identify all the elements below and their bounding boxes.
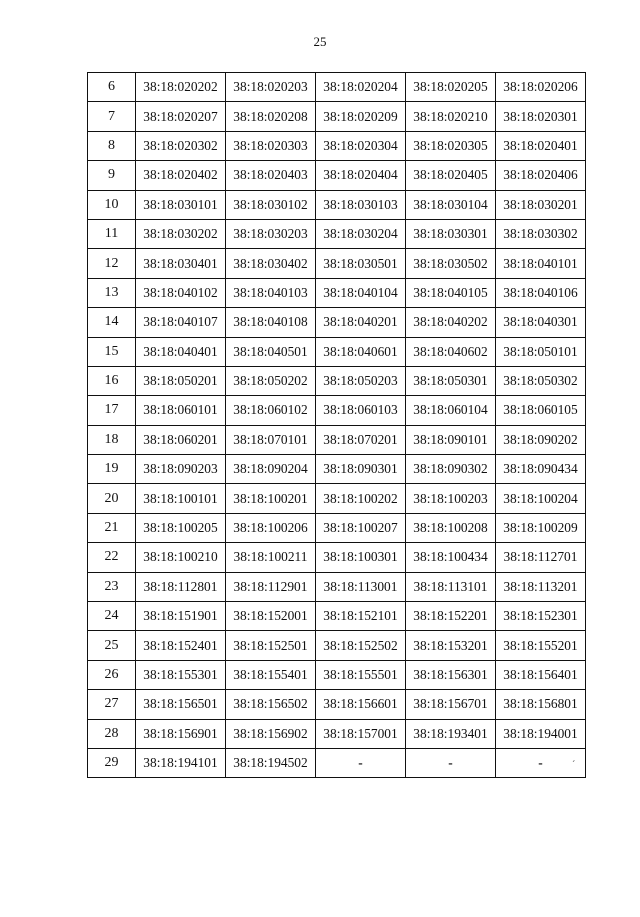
row-number-cell: 29 — [88, 748, 136, 777]
cadastral-code-cell: 38:18:152501 — [226, 631, 316, 660]
cadastral-code-cell: 38:18:151901 — [136, 602, 226, 631]
empty-dash-cell: - — [316, 748, 406, 777]
cadastral-code-cell: 38:18:040105 — [406, 278, 496, 307]
cadastral-code-cell: 38:18:156401 — [496, 660, 586, 689]
table-row — [88, 73, 586, 102]
cadastral-code-cell: 38:18:090204 — [226, 455, 316, 484]
table-row — [88, 631, 586, 660]
cadastral-code-cell: 38:18:070201 — [316, 425, 406, 454]
cadastral-code-cell: 38:18:090434 — [496, 455, 586, 484]
cadastral-code-cell: 38:18:070101 — [226, 425, 316, 454]
cadastral-code-cell: 38:18:040106 — [496, 278, 586, 307]
cadastral-code-cell: 38:18:194001 — [496, 719, 586, 748]
cadastral-code-cell: 38:18:100203 — [406, 484, 496, 513]
cadastral-code-cell: 38:18:020405 — [406, 161, 496, 190]
table-row — [88, 425, 586, 454]
empty-dash-cell: - — [496, 748, 586, 777]
row-number-cell: 16 — [88, 366, 136, 395]
cadastral-code-cell: 38:18:030102 — [226, 190, 316, 219]
table-row — [88, 308, 586, 337]
cadastral-code-cell: 38:18:152401 — [136, 631, 226, 660]
cadastral-code-cell: 38:18:040104 — [316, 278, 406, 307]
cadastral-code-cell: 38:18:156301 — [406, 660, 496, 689]
table-row — [88, 190, 586, 219]
cadastral-code-cell: 38:18:153201 — [406, 631, 496, 660]
cadastral-code-cell: 38:18:030204 — [316, 219, 406, 248]
cadastral-code-cell: 38:18:050203 — [316, 366, 406, 395]
table-row — [88, 131, 586, 160]
cadastral-code-cell: 38:18:040108 — [226, 308, 316, 337]
cadastral-code-cell: 38:18:040602 — [406, 337, 496, 366]
table-row — [88, 602, 586, 631]
cadastral-code-cell: 38:18:112701 — [496, 543, 586, 572]
cadastral-code-cell: 38:18:152201 — [406, 602, 496, 631]
table-row — [88, 396, 586, 425]
cadastral-code-cell: 38:18:030301 — [406, 219, 496, 248]
cadastral-code-cell: 38:18:100205 — [136, 513, 226, 542]
cadastral-code-cell: 38:18:030202 — [136, 219, 226, 248]
cadastral-code-cell: 38:18:020205 — [406, 73, 496, 102]
table-row — [88, 748, 586, 777]
table-row — [88, 719, 586, 748]
cadastral-code-cell: 38:18:020406 — [496, 161, 586, 190]
table-row — [88, 572, 586, 601]
cadastral-code-cell: 38:18:152101 — [316, 602, 406, 631]
row-number-cell: 19 — [88, 455, 136, 484]
cadastral-code-cell: 38:18:155501 — [316, 660, 406, 689]
cadastral-code-cell: 38:18:156902 — [226, 719, 316, 748]
cadastral-code-cell: 38:18:156701 — [406, 690, 496, 719]
cadastral-code-cell: 38:18:020403 — [226, 161, 316, 190]
cadastral-code-cell: 38:18:020206 — [496, 73, 586, 102]
cadastral-code-cell: 38:18:030203 — [226, 219, 316, 248]
cadastral-code-cell: 38:18:020208 — [226, 102, 316, 131]
cadastral-code-cell: 38:18:156801 — [496, 690, 586, 719]
row-number-cell: 8 — [88, 131, 136, 160]
cadastral-code-cell: 38:18:060105 — [496, 396, 586, 425]
table-row — [88, 161, 586, 190]
cadastral-code-cell: 38:18:100206 — [226, 513, 316, 542]
cadastral-code-cell: 38:18:020301 — [496, 102, 586, 131]
row-number-cell: 12 — [88, 249, 136, 278]
cadastral-code-cell: 38:18:193401 — [406, 719, 496, 748]
cadastral-code-cell: 38:18:040401 — [136, 337, 226, 366]
cadastral-code-cell: 38:18:194502 — [226, 748, 316, 777]
cadastral-code-cell: 38:18:060104 — [406, 396, 496, 425]
stray-tick-mark: ˊ — [572, 760, 576, 771]
cadastral-code-cell: 38:18:100434 — [406, 543, 496, 572]
cadastral-code-cell: 38:18:060102 — [226, 396, 316, 425]
cadastral-code-cell: 38:18:020401 — [496, 131, 586, 160]
cadastral-code-cell: 38:18:060201 — [136, 425, 226, 454]
cadastral-table — [87, 72, 586, 778]
row-number-cell: 26 — [88, 660, 136, 689]
table-row — [88, 366, 586, 395]
cadastral-code-cell: 38:18:090302 — [406, 455, 496, 484]
cadastral-code-cell: 38:18:194101 — [136, 748, 226, 777]
row-number-cell: 10 — [88, 190, 136, 219]
cadastral-code-cell: 38:18:060103 — [316, 396, 406, 425]
table-row — [88, 455, 586, 484]
cadastral-code-cell: 38:18:100208 — [406, 513, 496, 542]
cadastral-code-cell: 38:18:100204 — [496, 484, 586, 513]
cadastral-code-cell: 38:18:156601 — [316, 690, 406, 719]
cadastral-code-cell: 38:18:050302 — [496, 366, 586, 395]
cadastral-code-cell: 38:18:030502 — [406, 249, 496, 278]
cadastral-code-cell: 38:18:060101 — [136, 396, 226, 425]
cadastral-code-cell: 38:18:090101 — [406, 425, 496, 454]
row-number-cell: 11 — [88, 219, 136, 248]
cadastral-code-cell: 38:18:040202 — [406, 308, 496, 337]
cadastral-code-cell: 38:18:100201 — [226, 484, 316, 513]
cadastral-code-cell: 38:18:040107 — [136, 308, 226, 337]
cadastral-code-cell: 38:18:020402 — [136, 161, 226, 190]
cadastral-code-cell: 38:18:040601 — [316, 337, 406, 366]
row-number-cell: 13 — [88, 278, 136, 307]
cadastral-code-cell: 38:18:040103 — [226, 278, 316, 307]
empty-dash-cell: - — [406, 748, 496, 777]
row-number-cell: 21 — [88, 513, 136, 542]
cadastral-code-cell: 38:18:020302 — [136, 131, 226, 160]
row-number-cell: 6 — [88, 73, 136, 102]
cadastral-code-cell: 38:18:100210 — [136, 543, 226, 572]
cadastral-code-cell: 38:18:040201 — [316, 308, 406, 337]
row-number-cell: 23 — [88, 572, 136, 601]
row-number-cell: 7 — [88, 102, 136, 131]
cadastral-code-cell: 38:18:030302 — [496, 219, 586, 248]
table-row — [88, 513, 586, 542]
cadastral-code-cell: 38:18:050201 — [136, 366, 226, 395]
row-number-cell: 28 — [88, 719, 136, 748]
table-row — [88, 660, 586, 689]
page-number: 25 — [313, 34, 327, 49]
cadastral-code-cell: 38:18:100209 — [496, 513, 586, 542]
cadastral-code-cell: 38:18:020204 — [316, 73, 406, 102]
row-number-cell: 27 — [88, 690, 136, 719]
cadastral-code-cell: 38:18:155201 — [496, 631, 586, 660]
cadastral-code-cell: 38:18:030401 — [136, 249, 226, 278]
table-row — [88, 543, 586, 572]
cadastral-code-cell: 38:18:030101 — [136, 190, 226, 219]
row-number-cell: 24 — [88, 602, 136, 631]
cadastral-code-cell: 38:18:020305 — [406, 131, 496, 160]
cadastral-code-cell: 38:18:040501 — [226, 337, 316, 366]
row-number-cell: 14 — [88, 308, 136, 337]
row-number-cell: 20 — [88, 484, 136, 513]
cadastral-code-cell: 38:18:090301 — [316, 455, 406, 484]
cadastral-code-cell: 38:18:152301 — [496, 602, 586, 631]
cadastral-code-cell: 38:18:100207 — [316, 513, 406, 542]
table-row — [88, 690, 586, 719]
row-number-cell: 17 — [88, 396, 136, 425]
cadastral-code-cell: 38:18:113101 — [406, 572, 496, 601]
cadastral-code-cell: 38:18:050101 — [496, 337, 586, 366]
cadastral-code-cell: 38:18:152502 — [316, 631, 406, 660]
row-number-cell: 22 — [88, 543, 136, 572]
cadastral-code-cell: 38:18:040101 — [496, 249, 586, 278]
cadastral-code-cell: 38:18:020209 — [316, 102, 406, 131]
cadastral-code-cell: 38:18:112901 — [226, 572, 316, 601]
cadastral-code-cell: 38:18:040102 — [136, 278, 226, 307]
table-row — [88, 102, 586, 131]
cadastral-code-cell: 38:18:020210 — [406, 102, 496, 131]
cadastral-code-cell: 38:18:100301 — [316, 543, 406, 572]
cadastral-code-cell: 38:18:040301 — [496, 308, 586, 337]
cadastral-code-cell: 38:18:030103 — [316, 190, 406, 219]
cadastral-code-cell: 38:18:155301 — [136, 660, 226, 689]
cadastral-code-cell: 38:18:030104 — [406, 190, 496, 219]
cadastral-code-cell: 38:18:020207 — [136, 102, 226, 131]
cadastral-code-cell: 38:18:112801 — [136, 572, 226, 601]
cadastral-code-cell: 38:18:152001 — [226, 602, 316, 631]
cadastral-code-cell: 38:18:030501 — [316, 249, 406, 278]
cadastral-code-cell: 38:18:100101 — [136, 484, 226, 513]
cadastral-code-cell: 38:18:113001 — [316, 572, 406, 601]
cadastral-code-cell: 38:18:020202 — [136, 73, 226, 102]
cadastral-code-cell: 38:18:155401 — [226, 660, 316, 689]
table-row — [88, 484, 586, 513]
cadastral-code-cell: 38:18:100202 — [316, 484, 406, 513]
cadastral-code-cell: 38:18:030402 — [226, 249, 316, 278]
cadastral-code-cell: 38:18:050301 — [406, 366, 496, 395]
cadastral-table-wrapper — [87, 72, 586, 778]
cadastral-code-cell: 38:18:020304 — [316, 131, 406, 160]
table-body — [88, 73, 586, 778]
cadastral-code-cell: 38:18:050202 — [226, 366, 316, 395]
cadastral-code-cell: 38:18:090202 — [496, 425, 586, 454]
row-number-cell: 18 — [88, 425, 136, 454]
row-number-cell: 15 — [88, 337, 136, 366]
row-number-cell: 25 — [88, 631, 136, 660]
cadastral-code-cell: 38:18:090203 — [136, 455, 226, 484]
row-number-cell: 9 — [88, 161, 136, 190]
table-row — [88, 249, 586, 278]
cadastral-code-cell: 38:18:156901 — [136, 719, 226, 748]
cadastral-code-cell: 38:18:157001 — [316, 719, 406, 748]
cadastral-code-cell: 38:18:113201 — [496, 572, 586, 601]
cadastral-code-cell: 38:18:020203 — [226, 73, 316, 102]
table-row — [88, 278, 586, 307]
cadastral-code-cell: 38:18:020303 — [226, 131, 316, 160]
cadastral-code-cell: 38:18:156501 — [136, 690, 226, 719]
table-row — [88, 337, 586, 366]
cadastral-code-cell: 38:18:020404 — [316, 161, 406, 190]
cadastral-code-cell: 38:18:030201 — [496, 190, 586, 219]
cadastral-code-cell: 38:18:156502 — [226, 690, 316, 719]
cadastral-code-cell: 38:18:100211 — [226, 543, 316, 572]
table-row — [88, 219, 586, 248]
